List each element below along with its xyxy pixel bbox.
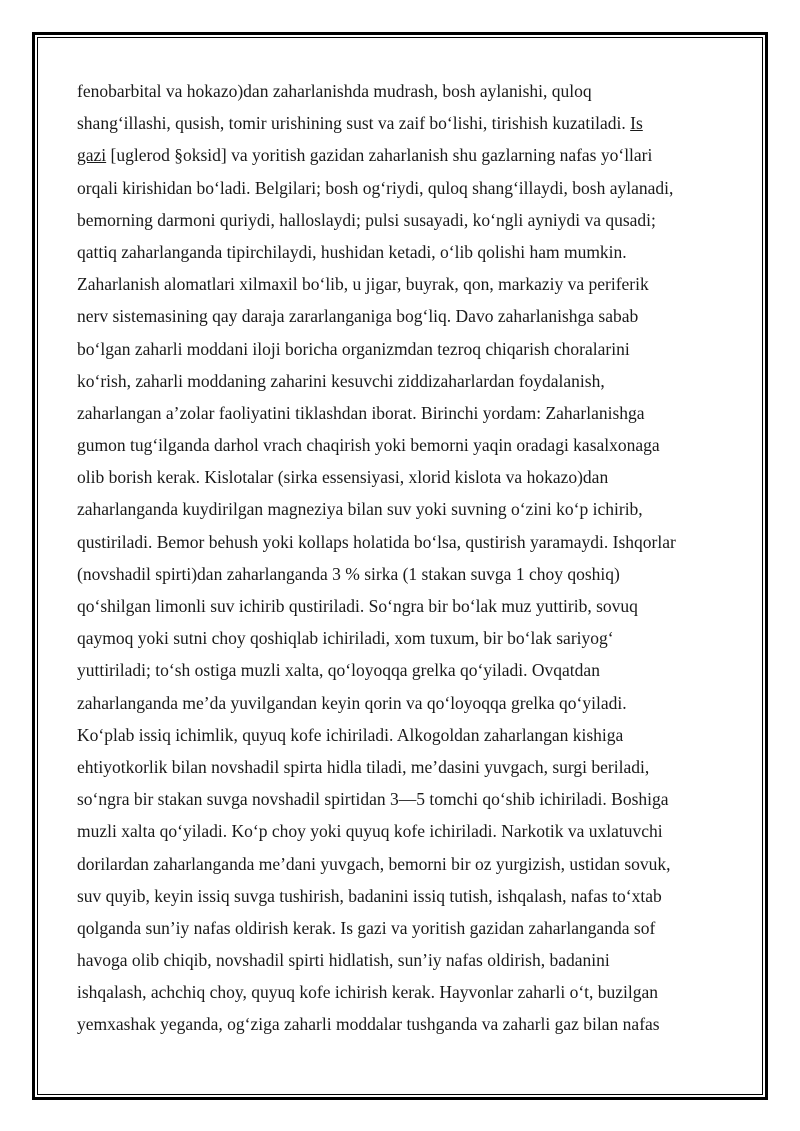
text-line [77, 204, 727, 236]
text-run: gumon tug‘ilganda darhol vrach chaqirish yoki bemorni yaqin oradagi kasalxonaga [77, 435, 660, 456]
text-run: qo‘shilgan limonli suv ichirib qustiriladi. So‘ngra bir bo‘lak muz yuttirib, sovuq [77, 596, 638, 616]
text-line [77, 719, 727, 751]
text-line [77, 848, 727, 880]
text-run: yemxashak yeganda, og‘ziga zaharli moddalar tushganda va zaharli gaz bilan nafas [77, 1014, 660, 1035]
text-run: nerv sistemasining qay daraja zararlanganiga bog‘liq. Davo zaharlanishga sabab [77, 306, 639, 327]
text-run: olib borish kerak. Kislotalar (sirka essensiyasi, xlorid kislota va hokazo)dan [77, 467, 609, 488]
text-run: ishqalash, achchiq choy, quyuq kofe ichirish kerak. Hayvonlar zaharli o‘t, buzilgan [77, 982, 659, 1003]
text-line [77, 461, 727, 493]
text-line [77, 300, 727, 332]
text-line [77, 976, 727, 1008]
text-run: fenobarbital va hokazo)dan zaharlanishda mudrash, bosh aylanishi, quloq [77, 81, 592, 101]
text-run: [uglerod §oksid] va yoritish gazidan zaharlanish shu gazlarning nafas yo‘llari [106, 145, 653, 166]
text-line [77, 493, 727, 525]
text-line [77, 944, 727, 976]
text-run: zaharlanganda me’da yuvilgandan keyin qorin va qo‘loyoqqa grelka qo‘yiladi. [77, 692, 627, 713]
text-run: zaharlangan a’zolar faoliyatini tiklashdan iborat. Birinchi yordam: Zaharlanishga [77, 402, 645, 423]
text-line [77, 139, 727, 171]
text-line [77, 333, 727, 365]
text-line [77, 397, 727, 429]
document-body-text [77, 75, 727, 1041]
text-run: yuttiriladi; to‘sh ostiga muzli xalta, qo‘loyoqqa grelka qo‘yiladi. Ovqatdan [77, 660, 600, 681]
text-line [77, 912, 727, 944]
text-line [77, 268, 727, 300]
text-run: Ko‘plab issiq ichimlik, quyuq kofe ichiriladi. Alkogoldan zaharlangan kishiga [77, 724, 624, 745]
text-run: muzli xalta qo‘yiladi. Ko‘p choy yoki quyuq kofe ichiriladi. Narkotik va uxlatuvchi [77, 821, 663, 842]
text-line [77, 622, 727, 654]
text-run: qattiq zaharlanganda tipirchilaydi, hushidan ketadi, o‘lib qolishi ham mumkin. [77, 241, 627, 262]
text-run: dorilardan zaharlanganda me’dani yuvgach, bemorni bir oz yurgizish, ustidan sovuk, [77, 853, 671, 874]
text-line [77, 880, 727, 912]
text-line [77, 172, 727, 204]
text-run: orqali kirishidan bo‘ladi. Belgilari; bosh og‘riydi, quloq shang‘illaydi, bosh aylanadi, [77, 177, 674, 198]
text-run: qaymoq yoki sutni choy qoshiqlab ichiriladi, xom tuxum, bir bo‘lak sariyog‘ [77, 628, 614, 649]
text-run: ehtiyotkorlik bilan novshadil spirta hidla tiladi, me’dasini yuvgach, surgi beriladi, [77, 756, 650, 777]
text-line [77, 815, 727, 847]
text-run: shang‘illashi, qusish, tomir urishining sust va zaif bo‘lishi, tirishish kuzatiladi. [77, 113, 631, 134]
text-line [77, 236, 727, 268]
text-line [77, 526, 727, 558]
text-line [77, 687, 727, 719]
text-run: havoga olib chiqib, novshadil spirti hidlatish, sun’iy nafas oldirish, badanini [77, 950, 610, 971]
text-line [77, 365, 727, 397]
text-run: ko‘rish, zaharli moddaning zaharini kesuvchi ziddizaharlardan foydalanish, [77, 370, 605, 391]
text-line [77, 590, 727, 622]
text-line [77, 75, 727, 107]
text-line [77, 107, 727, 139]
text-run: so‘ngra bir stakan suvga novshadil spirtidan 3—5 tomchi qo‘shib ichiriladi. Boshiga [77, 789, 669, 810]
text-run: qustiriladi. Bemor behush yoki kollaps holatida bo‘lsa, qustirish yaramaydi. Ishqorlar [77, 531, 676, 552]
text-run: suv quyib, keyin issiq suvga tushirish, badanini issiq tutish, ishqalash, nafas to‘xtab [77, 885, 662, 906]
text-run: zaharlanganda kuydirilgan magneziya bilan suv yoki suvning o‘zini ko‘p ichirib, [77, 499, 643, 520]
text-run: Zaharlanish alomatlari xilmaxil bo‘lib, u jigar, buyrak, qon, markaziy va periferik [77, 274, 649, 295]
text-line [77, 654, 727, 686]
text-run: bo‘lgan zaharli moddani iloji boricha organizmdan tezroq chiqarish choralarini [77, 338, 630, 359]
text-run: qolganda sun’iy nafas oldirish kerak. Is gazi va yoritish gazidan zaharlanganda sof [77, 917, 656, 938]
underlined-term: Is [630, 113, 643, 134]
text-run: bemorning darmoni quriydi, halloslaydi; pulsi susayadi, ko‘ngli ayniydi va qusadi; [77, 209, 656, 230]
underlined-term: gazi [77, 145, 107, 166]
text-line [77, 751, 727, 783]
text-line [77, 429, 727, 461]
text-line [77, 1008, 727, 1040]
text-run: (novshadil spirti)dan zaharlanganda 3 % sirka (1 stakan suvga 1 choy qoshiq) [77, 563, 620, 584]
text-line [77, 558, 727, 590]
text-line [77, 783, 727, 815]
